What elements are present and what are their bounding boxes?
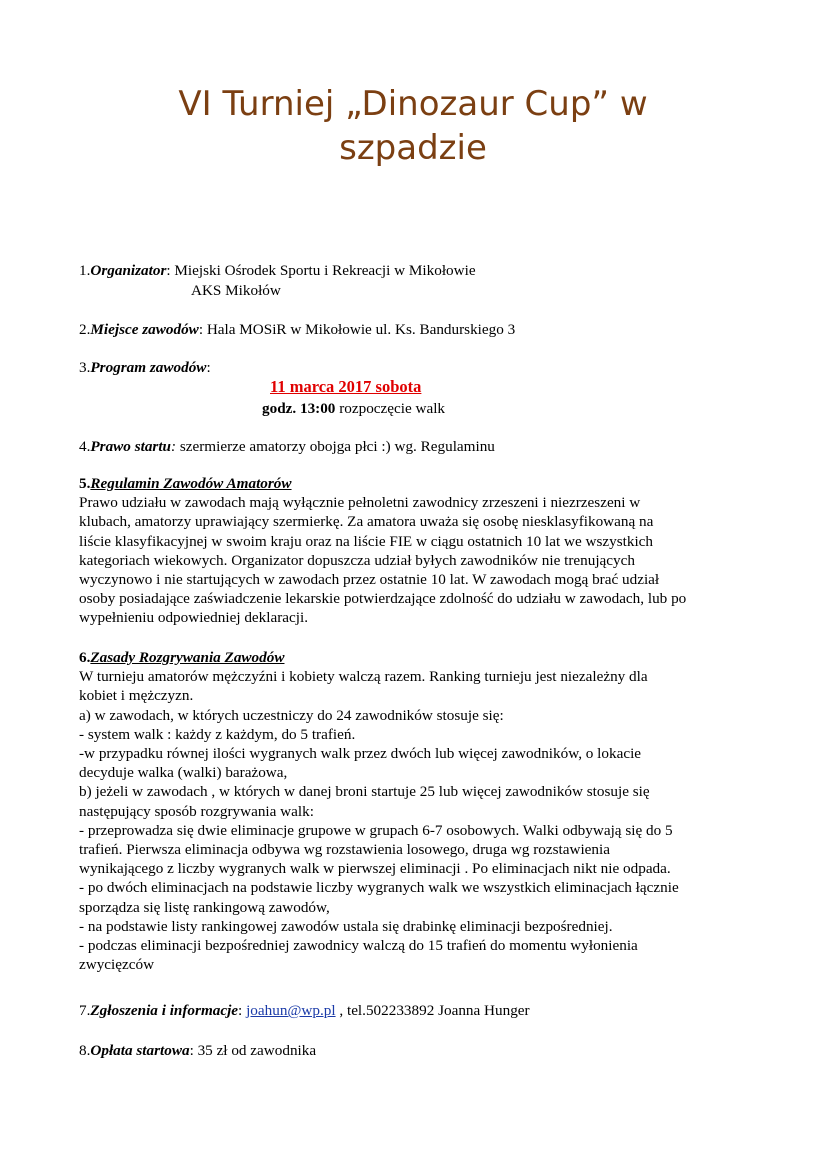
- venue-text: : Hala MOSiR w Mikołowie ul. Ks. Bandurskiego 3: [198, 321, 516, 338]
- competition-line: - na podstawie listy rankingowej zawodów ustala się drabinkę eliminacji bezpośredniej.: [79, 917, 613, 935]
- rules-line: klubach, amatorzy uprawiający szermierkę. Za amatora uważa się osobę niesklasyfikowaną na: [79, 513, 654, 531]
- hour-text: rozpoczęcie walk: [335, 400, 446, 417]
- section-organizer: [79, 261, 476, 280]
- contact-email-link[interactable]: joahun@wp.pl: [246, 1002, 336, 1019]
- separator: :: [238, 1002, 247, 1019]
- section-label: Prawo startu: [90, 438, 171, 455]
- competition-line: W turnieju amatorów mężczyźni i kobiety walczą razem. Ranking turnieju jest niezależny dla: [79, 668, 648, 686]
- separator: :: [206, 359, 211, 376]
- competition-line: a) w zawodach, w których uczestniczy do 24 zawodników stosuje się:: [79, 706, 504, 724]
- section-label: Organizator: [90, 262, 167, 279]
- competition-line: - przeprowadza się dwie eliminacje grupowe w grupach 6-7 osobowych. Walki odbywają się do 5: [79, 821, 673, 839]
- contact-text: , tel.502233892 Joanna Hunger: [335, 1002, 530, 1019]
- section-number: 8.: [79, 1042, 91, 1059]
- organizer-club: AKS Mikołów: [191, 282, 281, 299]
- section-heading: [79, 648, 751, 667]
- event-hour: [262, 399, 445, 418]
- section-label: Zgłoszenia i informacje: [90, 1002, 239, 1019]
- competition-line: wynikającego z liczby wygranych walk w pierwszej eliminacji . Po eliminacjach nikt nie odpada.: [79, 860, 671, 878]
- competition-line: - podczas eliminacji bezpośredniej zawodnicy walczą do 15 trafień do momentu wyłonienia: [79, 937, 638, 955]
- separator: :: [171, 438, 177, 455]
- organizer-name: Miejski Ośrodek Sportu i Rekreacji w Mikołowie: [174, 262, 476, 279]
- section-competition-rules: [79, 648, 751, 974]
- rules-line: liście klasyfikacyjnej w swoim kraju oraz na liście FIE w ciągu ostatnich 10 lat we wszystkich: [79, 532, 654, 550]
- competition-line: następujący sposób rozgrywania walk:: [79, 802, 314, 820]
- separator: :: [166, 262, 175, 279]
- competition-line: - system walk : każdy z każdym, do 5 trafień.: [79, 725, 356, 743]
- section-number: 7.: [79, 1002, 91, 1019]
- rules-line: osoby posiadające zaświadczenie lekarskie potwierdzające zdolność do udziału w zawodach, lub po: [79, 590, 687, 608]
- section-number: 5.: [79, 475, 91, 492]
- section-number: 3.: [79, 359, 91, 376]
- section-label: Opłata startowa: [90, 1042, 190, 1059]
- event-date: 11 marca 2017 sobota: [270, 377, 422, 396]
- document-title: [60, 82, 766, 170]
- section-number: 6.: [79, 649, 91, 666]
- competition-line: -w przypadku równej ilości wygranych walk przez dwóch lub więcej zawodników, o lokacie: [79, 745, 642, 763]
- section-number: 2.: [79, 321, 91, 338]
- title-line-2: szpadzie: [339, 128, 487, 168]
- section-venue: [79, 320, 515, 339]
- section-label: Regulamin Zawodów Amatorów: [90, 475, 292, 492]
- rules-line: Prawo udziału w zawodach mają wyłącznie pełnoletni zawodnicy zrzeszeni i niezrzeszeni w: [79, 494, 641, 512]
- section-label: Miejsce zawodów: [90, 321, 199, 338]
- hour-label: godz. 13:00: [262, 400, 336, 417]
- section-label: Program zawodów: [90, 359, 207, 376]
- section-contact: [79, 1001, 530, 1020]
- competition-line: trafień. Pierwsza eliminacja odbywa wg rozstawienia losowego, druga wg rozstawienia: [79, 841, 610, 859]
- title-line-1: VI Turniej „Dinozaur Cup” w: [178, 84, 648, 124]
- section-eligibility: [79, 437, 495, 456]
- rules-line: kategoriach wiekowych. Organizator dopuszcza udział byłych zawodników nie trenujących: [79, 551, 635, 569]
- competition-line: decyduje walka (walki) barażowa,: [79, 764, 288, 782]
- section-rules: [79, 474, 751, 628]
- competition-line: b) jeżeli w zawodach , w których w danej broni startuje 25 lub więcej zawodników stosuje się: [79, 783, 650, 801]
- competition-line: - po dwóch eliminacjach na podstawie liczby wygranych walk we wszystkich eliminacjach łącznie: [79, 879, 679, 897]
- rules-line: wyczynowo i nie startujących w zawodach przez ostatnie 10 lat. W zawodach mogą brać udział: [79, 571, 660, 589]
- section-number: 4.: [79, 438, 91, 455]
- eligibility-text: szermierze amatorzy obojga płci :) wg. Regulaminu: [176, 438, 495, 455]
- rules-line: wypełnieniu odpowiedniej deklaracji.: [79, 609, 309, 627]
- fee-text: : 35 zł od zawodnika: [189, 1042, 317, 1059]
- section-number: 1.: [79, 262, 91, 279]
- competition-line: kobiet i mężczyzn.: [79, 687, 194, 705]
- competition-line: zwycięzców: [79, 956, 155, 974]
- section-program: [79, 358, 211, 377]
- section-heading: [79, 474, 751, 493]
- competition-line: sporządza się listę rankingową zawodów,: [79, 898, 330, 916]
- section-fee: [79, 1041, 316, 1060]
- section-label: Zasady Rozgrywania Zawodów: [90, 649, 285, 666]
